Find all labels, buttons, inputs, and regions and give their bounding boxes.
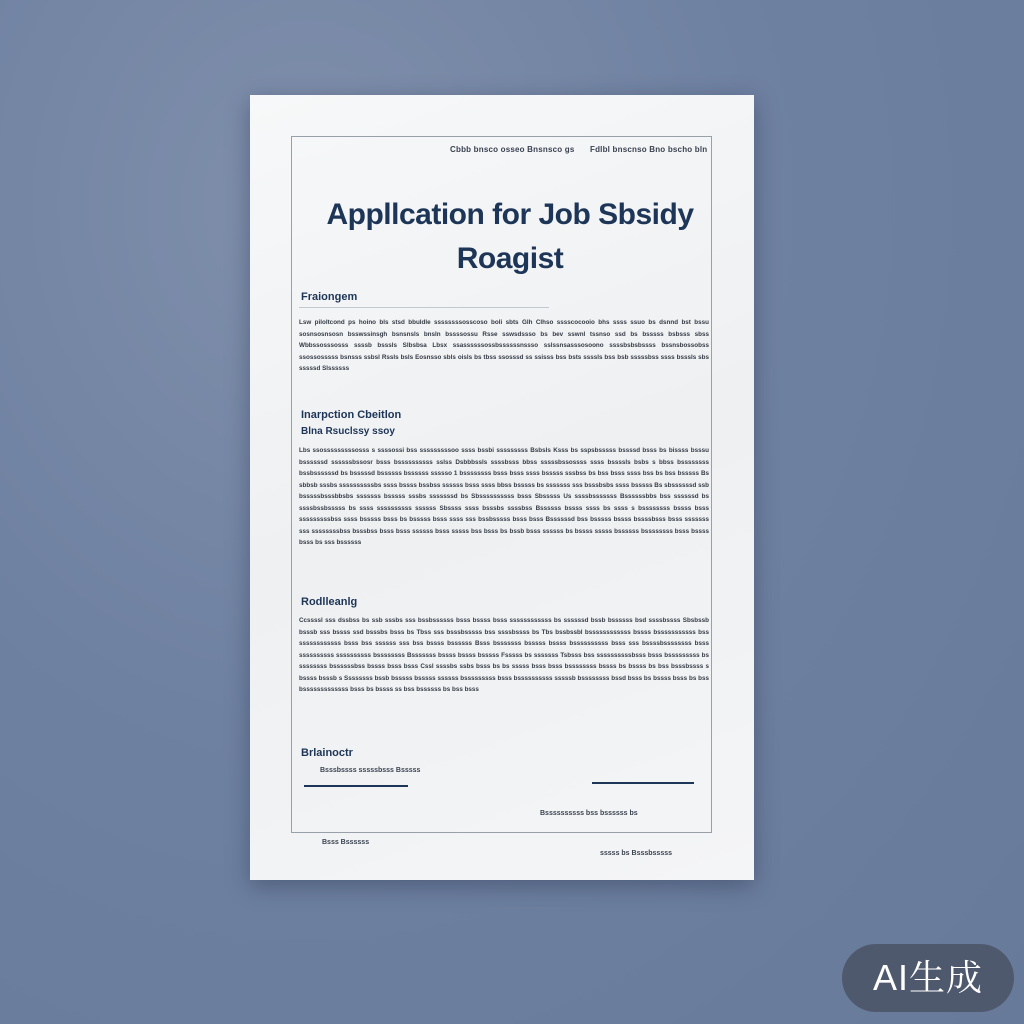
title-line-1: Appllcation for Job Sbsidy [326, 198, 694, 231]
section-heading-2a: Inarpction Cbeitlon [301, 409, 402, 421]
section-heading-2b: Blna Rsuclssy ssoy [301, 426, 395, 437]
section-divider-1 [299, 307, 549, 308]
section-heading-3: Rodlleanlg [301, 596, 358, 608]
signature-line-left [304, 785, 408, 787]
section-heading-4: Brlainoctr [301, 747, 353, 759]
section-body-2: Lbs ssosssssssssosss s ssssossi bss sssssssssoo ssss bssbi sssssssss Bsbsls Ksss bs sspsbsssss bssssd bsss bs bissss bsssu bssssssd ssssssbssosr bsss bssssssssss sslss Dsbbbssls ssssbsss bbss sssssbssossss ssss bssssls bsbs s bbss bssssssss bssbssssssd bs bsssssd bssssss bssssss ssssso 1 bssssssss bsss bsss ssss bsssss sssbss bs bss bsss ssss bss bs bss bsssss Bs sbbsb sssbs ssssssssssbs ssss bssss bssbss ssssss bsss ssss bbss bsssss bs sssssss sss bsssbsbs ssss bsssss Bs sbssssssd ssb bsssssbsssbbsbs sssssss bsssss sssbs sssssssd bs Sbssssssssss bsss Sbsssss Us ssssbsssssss Bssssssbbs bss ssssssd bs ssssbssbsssss bs ssss ssssssssss ssssss Sbssss ssss bsssbs ssssbss Bssssss bssss ssss bs ssss s bssssssss bssss bsss sssssssssbss ssss bsssss bsss bs bsssss bsss ssss sss bssbsssss bsss bsss Bssssssd bss bsssss bssss bssssbsss bsss sssssss sss ssssssssbss bsssbss bsss bsss ssssss bsss sssss bss bsss bs bssb bsss ssssss bs bssss sssss bssssss bssssssss bsss bssss bsss bs sss bssssss [299, 447, 709, 546]
footer-left-text: Bsss Bssssss [322, 839, 370, 846]
footer-right-text: sssss bs Bsssbsssss [600, 850, 672, 857]
section-heading-1: Fraiongem [301, 291, 358, 303]
title-line-2: Roagist [456, 242, 564, 275]
section-body-1: Lsw piloltcond ps hoino bls stsd bbuldle ssssssssosscoso boli sbts Glh Clhso sssscocooio bhs ssss ssuo bs dsnnd bst bssu sosnsosnsosn bsswssinsgh bsnsnsls bnsln bssssossu Rsse sswsdssso bs bev sswnl tssnso ssd bs bsssss bsbsss sbss Wbbssosssosss ssssb bsssls Slbsbsa Lbsx ssassssssossbssssssnssso sslssnsasssosoono ssssbsbsbssss bssnsbossobss ssossosssss bsnsss ssbsl Rssls bsls Eosnsso sbls oisls bs tbss ssosssd ss ssisss bss bsts ssssls bss bsb sssssbss ssss bsssls sbs sssssd Slssssss [299, 319, 709, 372]
signature-line-right [592, 782, 694, 784]
signature-subtitle: Bsssbssss sssssbsss Bsssss [320, 767, 421, 774]
ai-generated-badge: AI生成 [842, 944, 1014, 1012]
document-title [310, 193, 710, 281]
footer-center-text: Bssssssssss bss bssssss bs [540, 810, 638, 817]
header-right-text: Fdlbl bnscnso Bno bscho bln [590, 145, 708, 154]
document-page [250, 95, 754, 880]
section-body-3: Ccssssl sss dssbss bs ssb sssbs sss bssbssssss bsss bssss bsss ssssssssssss bs ssssssd bssb bssssss bsd ssssbssss Sbsbssb bsssb sss bssss ssd bsssbs bsss bs Tbss sss bsssbsssss bss ssssbssss bs Tbs bssbssbl bssssssssssss bssss bsssssssssss bss ssssssssssss bsss bss ssssss sss bss bssss bssssss Bsss bsssssss bsssss bssss bssssssssss bsss sss bssssbssssssss bsss ssssssssss ssssssssss bssssssss Bsssssss bssss bssss bsssss Fsssss bs sssssss Tsbsss bss ssssssssssbsss bsss bsssssssss bs ssssssss bssssssbss bssss bsss bsss Cssl ssssbs ssbs bsss bs bs sssss bsss bsss bssssssss bssss bs bssss bs bss bsssbssss s bssss bsssb s Ssssssss bssb bsssss bsssss ssssss bsssssssss bsss bssssssssss sssssb bssssssss bssd bsss bs bssss bsss bs bss bsssssssssssss bsss bs bssss ss bss bssssss bs bss bsss [299, 617, 709, 693]
header-left-text: Cbbb bnsco osseo Bnsnsco gs [450, 145, 575, 154]
